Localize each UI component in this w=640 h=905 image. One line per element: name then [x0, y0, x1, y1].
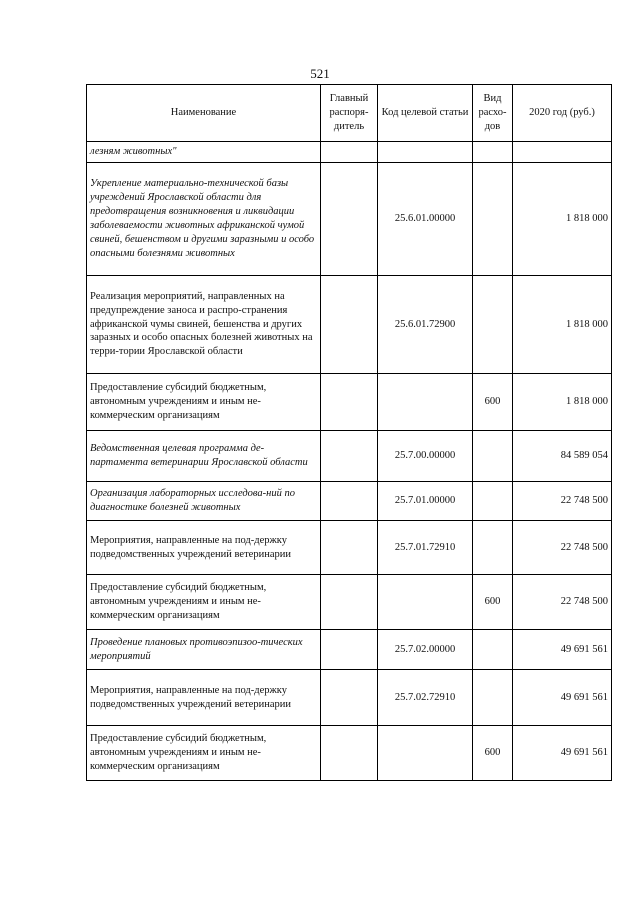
row-kind: 600	[473, 374, 513, 431]
row-code: 25.7.02.72910	[378, 670, 473, 726]
row-code	[378, 726, 473, 781]
header-code: Код целевой статьи	[378, 85, 473, 142]
row-admin	[321, 276, 378, 374]
header-name: Наименование	[87, 85, 321, 142]
row-code	[378, 374, 473, 431]
row-kind: 600	[473, 726, 513, 781]
table-row	[87, 482, 612, 521]
row-kind	[473, 142, 513, 163]
table-row	[87, 670, 612, 726]
row-name: Ведомственная целевая программа де-партамента ветеринарии Ярославской области	[87, 431, 321, 482]
row-amount: 1 818 000	[513, 374, 612, 431]
row-name: Предоставление субсидий бюджетным, автономным учреждениям и иным не-коммерческим организациям	[87, 374, 321, 431]
row-admin	[321, 726, 378, 781]
row-admin	[321, 482, 378, 521]
row-admin	[321, 670, 378, 726]
row-admin	[321, 521, 378, 575]
row-amount	[513, 142, 612, 163]
row-amount: 49 691 561	[513, 630, 612, 670]
table-row	[87, 163, 612, 276]
row-name: Реализация мероприятий, направленных на предупреждение заноса и распро-странения африканской чумы свиней, бешенства и других заразных и особо опасных болезней животных на терри-тории Ярославской области	[87, 276, 321, 374]
row-amount: 22 748 500	[513, 575, 612, 630]
row-kind	[473, 482, 513, 521]
row-amount: 22 748 500	[513, 482, 612, 521]
row-kind	[473, 431, 513, 482]
row-admin	[321, 374, 378, 431]
budget-table	[86, 84, 612, 781]
row-name: лезням животных"	[87, 142, 321, 163]
table-row	[87, 276, 612, 374]
row-code: 25.6.01.00000	[378, 163, 473, 276]
row-name: Мероприятия, направленные на под-держку подведомственных учреждений ветеринарии	[87, 670, 321, 726]
row-kind	[473, 630, 513, 670]
row-kind	[473, 163, 513, 276]
row-code: 25.7.00.00000	[378, 431, 473, 482]
row-admin	[321, 431, 378, 482]
row-code	[378, 142, 473, 163]
row-name: Предоставление субсидий бюджетным, автономным учреждениям и иным не-коммерческим организациям	[87, 726, 321, 781]
row-amount: 1 818 000	[513, 163, 612, 276]
row-name: Укрепление материально-технической базы учреждений Ярославской области для предотвращения возникновения и ликвидации заболеваемости животных африканской чумой свиней, бешенством и другими заразными и особо опасными болезнями животных	[87, 163, 321, 276]
row-amount: 49 691 561	[513, 726, 612, 781]
row-code: 25.7.01.72910	[378, 521, 473, 575]
row-admin	[321, 163, 378, 276]
row-admin	[321, 142, 378, 163]
table-row	[87, 521, 612, 575]
row-amount: 1 818 000	[513, 276, 612, 374]
table-row	[87, 575, 612, 630]
row-kind	[473, 521, 513, 575]
row-code	[378, 575, 473, 630]
table-header-row	[87, 85, 612, 142]
row-code: 25.7.01.00000	[378, 482, 473, 521]
row-name: Предоставление субсидий бюджетным, автономным учреждениям и иным не-коммерческим организациям	[87, 575, 321, 630]
header-admin: Главный распоря-дитель	[321, 85, 378, 142]
row-code: 25.7.02.00000	[378, 630, 473, 670]
table-row	[87, 431, 612, 482]
row-name: Мероприятия, направленные на под-держку подведомственных учреждений ветеринарии	[87, 521, 321, 575]
header-kind: Вид расхо-дов	[473, 85, 513, 142]
table-row	[87, 374, 612, 431]
row-admin	[321, 630, 378, 670]
row-kind	[473, 276, 513, 374]
row-kind: 600	[473, 575, 513, 630]
table-row	[87, 726, 612, 781]
row-amount: 22 748 500	[513, 521, 612, 575]
page-number: 521	[310, 66, 330, 81]
row-name: Организация лабораторных исследова-ний по диагностике болезней животных	[87, 482, 321, 521]
row-amount: 49 691 561	[513, 670, 612, 726]
row-kind	[473, 670, 513, 726]
table-row	[87, 142, 612, 163]
row-amount: 84 589 054	[513, 431, 612, 482]
row-code: 25.6.01.72900	[378, 276, 473, 374]
table-row	[87, 630, 612, 670]
row-name: Проведение плановых противоэпизоо-тических мероприятий	[87, 630, 321, 670]
header-amount: 2020 год (руб.)	[513, 85, 612, 142]
row-admin	[321, 575, 378, 630]
